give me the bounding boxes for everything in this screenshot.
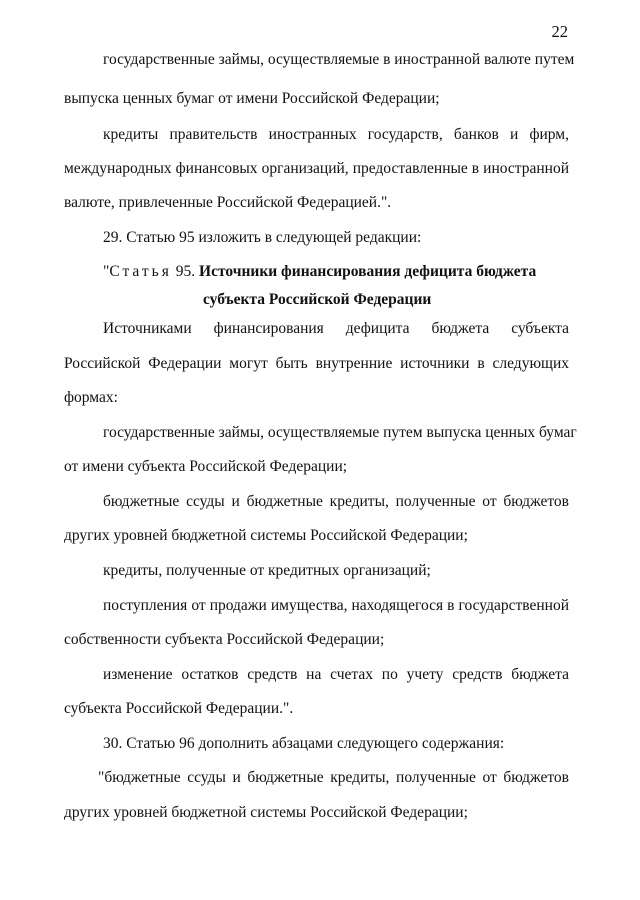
text-line: поступления от продажи имущества, находящегося в государственной [103,597,569,614]
article-heading [103,262,536,282]
text-line: изменение остатков средств на счетах по учету средств бюджета [103,666,569,683]
article-title: Источники финансирования дефицита бюджета [199,263,537,280]
text-line: международных финансовых организаций, предоставленные в иностранной [64,160,569,177]
text-line: 29. Статью 95 изложить в следующей редакции: [103,229,422,246]
text-line: государственные займы, осуществляемые путем выпуска ценных бумаг [103,424,577,441]
text-line: субъекта Российской Федерации.". [64,700,294,717]
text-line: других уровней бюджетной системы Российской Федерации; [64,527,468,544]
article-title-line-2: субъекта Российской Федерации [203,291,432,308]
text-line: бюджетные ссуды и бюджетные кредиты, полученные от бюджетов [103,493,569,510]
text-span: выпуска ценных бумаг от имени Российской Федерации; [64,90,440,107]
text-line: кредиты правительств иностранных государств, банков и фирм, [103,126,569,143]
text-line: собственности субъекта Российской Федерации; [64,631,385,648]
text-line: Российской Федерации могут быть внутренние источники в следующих [64,355,569,372]
page-number: 22 [551,22,568,41]
article-number: 95. [175,263,196,280]
text-line: кредиты, полученные от кредитных организаций; [103,562,431,579]
opening-quote: " [103,263,110,280]
text-line: валюте, привлеченные Российской Федерацией.". [64,194,392,211]
text-line: Источниками финансирования дефицита бюджета субъекта [103,320,569,337]
text-line: 30. Статью 96 дополнить абзацами следующего содержания: [103,735,505,752]
text-line: формах: [64,389,118,406]
text-line: других уровней бюджетной системы Российской Федерации; [64,804,468,821]
text-line [64,89,440,109]
text-line [103,50,575,70]
text-span: государственные займы, осуществляемые в иностранной валюте путем [103,51,575,68]
text-line: "бюджетные ссуды и бюджетные кредиты, полученные от бюджетов [98,769,569,786]
article-word: Статья [109,263,172,280]
text-line: от имени субъекта Российской Федерации; [64,458,348,475]
